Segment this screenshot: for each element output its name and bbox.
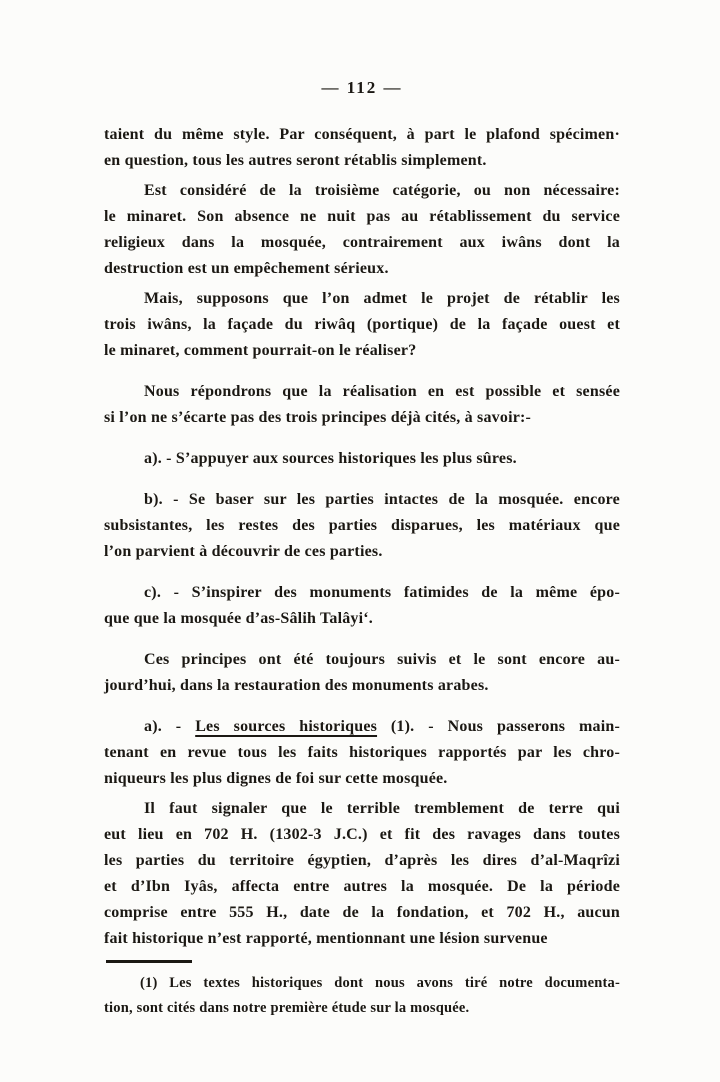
text-line: trois iwâns, la façade du riwâq (portique) de la façade ouest et: [104, 316, 620, 333]
text-line: comprise entre 555 H., date de la fondation, et 702 H., aucun: [104, 904, 620, 921]
text-line: tion, sont cités dans notre première étude sur la mosquée.: [104, 1000, 470, 1016]
paragraph: [104, 647, 620, 699]
text-line: fait historique n’est rapporté, mentionnant une lésion survenue: [104, 930, 548, 947]
text-line: l’on parvient à découvrir de ces parties.: [104, 543, 383, 560]
text-line: niqueurs les plus dignes de foi sur cette mosquée.: [104, 770, 448, 787]
text-line: destruction est un empêchement sérieux.: [104, 260, 389, 277]
text-line: a). - S’appuyer aux sources historiques les plus sûres.: [144, 450, 517, 467]
paragraph: [104, 580, 620, 632]
paragraph: [104, 286, 620, 364]
text-line: c). - S’inspirer des monuments fatimides de la même épo-: [144, 584, 620, 601]
text-segment: (1). - Nous passerons main-: [377, 718, 621, 735]
paragraph: [104, 122, 620, 174]
text-line: Nous répondrons que la réalisation en est possible et sensée: [144, 383, 620, 400]
underlined-text: Les sources historiques: [195, 718, 378, 735]
text-block: [104, 0, 620, 1021]
text-line: taient du même style. Par conséquent, à part le plafond spécimen·: [104, 126, 620, 143]
text-line: jourd’hui, dans la restauration des monuments arabes.: [104, 677, 489, 694]
footnote-rule: [106, 960, 192, 963]
text-line: tenant en revue tous les faits historiques rapportés par les chro-: [104, 744, 620, 761]
paragraph: [104, 487, 620, 565]
text-line: et d’Ibn Iyâs, affecta entre autres la mosquée. De la période: [104, 878, 620, 895]
text-line: eut lieu en 702 H. (1302-3 J.C.) et fit des ravages dans toutes: [104, 826, 620, 843]
text-segment: a). -: [144, 718, 196, 735]
text-line: que que la mosquée d’as-Sâlih Talâyi‘.: [104, 610, 373, 627]
text-line: le minaret, comment pourrait-on le réaliser?: [104, 342, 417, 359]
paragraph: [104, 178, 620, 282]
text-line: religieux dans la mosquée, contrairement aux iwâns dont la: [104, 234, 620, 251]
page-body: [104, 122, 620, 952]
footnote: [104, 960, 620, 1021]
text-line: les parties du territoire égyptien, d’après les dires d’al-Maqrîzi: [104, 852, 620, 869]
paragraph: [104, 714, 620, 792]
footnote-body: [104, 971, 620, 1021]
text-line: b). - Se baser sur les parties intactes de la mosquée. encore: [144, 491, 620, 508]
paragraph: [104, 446, 620, 472]
text-line: Est considéré de la troisième catégorie, ou non nécessaire:: [144, 182, 620, 199]
text-line: Ces principes ont été toujours suivis et le sont encore au-: [144, 651, 620, 668]
text-line: Mais, supposons que l’on admet le projet de rétablir les: [144, 290, 620, 307]
text-line: [104, 714, 620, 740]
page-number: — 112 —: [321, 78, 403, 97]
paragraph: [104, 379, 620, 431]
text-line: Il faut signaler que le terrible tremblement de terre qui: [144, 800, 620, 817]
text-line: (1) Les textes historiques dont nous avons tiré notre documenta-: [140, 975, 620, 991]
text-line: si l’on ne s’écarte pas des trois principes déjà cités, à savoir:-: [104, 409, 532, 426]
text-line: subsistantes, les restes des parties disparues, les matériaux que: [104, 517, 620, 534]
text-line: en question, tous les autres seront rétablis simplement.: [104, 152, 487, 169]
paragraph: [104, 796, 620, 952]
text-line: le minaret. Son absence ne nuit pas au rétablissement du service: [104, 208, 620, 225]
